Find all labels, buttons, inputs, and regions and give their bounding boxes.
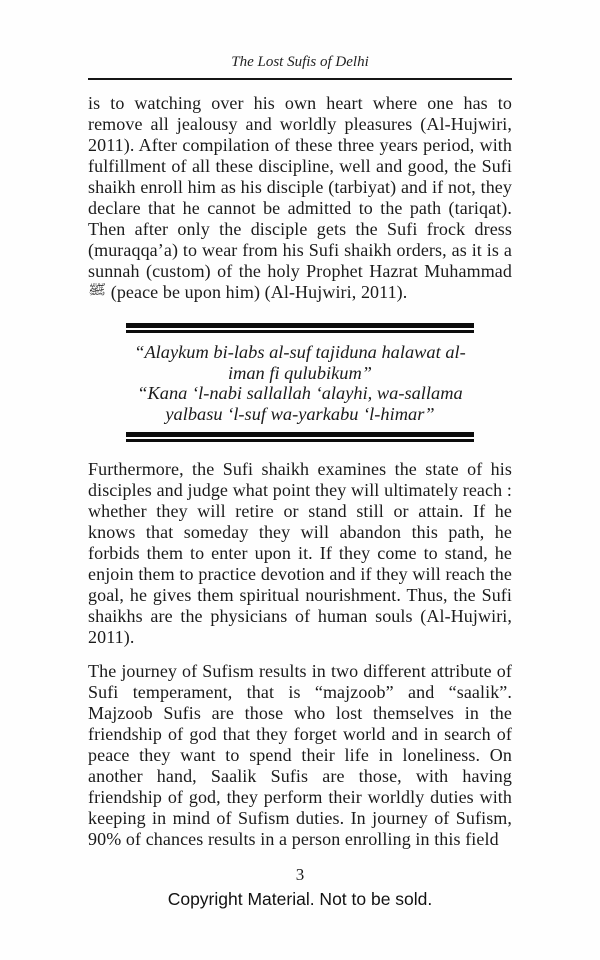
quote-line: “Alaykum bi-labs al-suf tajiduna halawat al- — [134, 342, 466, 362]
paragraph-1-text: is to watching over his own heart where one has to remove all jealousy and worldly pleasures (Al-Hujwiri, 2011). After compilation of these three years period, with fulfillment of all these discipline, well and good, the Sufi shaikh enroll him as his disciple (tarbiyat) and if not, they declare that he cannot be admitted to the path (tariqat). Then after only the disciple gets the Sufi frock dress (muraqqa’a) to wear from his Sufi shaikh orders, as it is a sunnah (custom) of the holy Prophet Hazrat Muhammad — [88, 93, 512, 281]
body-paragraph-1 — [88, 93, 512, 303]
quote-bottom-rule — [126, 432, 474, 442]
page-footer — [88, 865, 512, 910]
pbuh-calligraphy-symbol: ﷺ — [88, 283, 107, 298]
body-paragraph-3: The journey of Sufism results in two different attribute of Sufi temperament, that is “majzoob” and “saalik”. Majzoob Sufis are those who lost themselves in the friendship of god that they forget world and in search of peace they want to spend their life in loneliness. On another hand, Saalik Sufis are those, with having friendship of god, they perform their worldly duties with keeping in mind of Sufism duties. In journey of Sufism, 90% of chances results in a person enrolling in this field — [88, 661, 512, 849]
page-number: 3 — [295, 865, 305, 884]
quote-text — [114, 333, 486, 432]
running-header-title: The Lost Sufis of Delhi — [231, 54, 369, 70]
body-paragraph-2: Furthermore, the Sufi shaikh examines the state of his disciples and judge what point they will ultimately reach : whether they will retire or stand still or attain. If he knows that someday they will abandon this path, he forbids them to enter upon it. If they come to stand, he enjoin them to practice devotion and if they will reach the goal, he gives them spiritual nourishment. Thus, the Sufi shaikhs are the physicians of human souls (Al-Hujwiri, 2011). — [88, 459, 512, 647]
quote-top-rule — [126, 323, 474, 333]
quote-line: iman fi qulubikum” — [227, 362, 373, 383]
copyright-notice: Copyright Material. Not to be sold. — [167, 889, 433, 909]
quote-line: yalbasu ‘l-suf wa-yarkabu ‘l-himar” — [165, 403, 435, 424]
running-header — [88, 52, 512, 80]
quote-block — [88, 323, 512, 442]
quote-line: “Kana ‘l-nabi sallallah ‘alayhi, wa-sallama — [137, 383, 463, 403]
paragraph-1-text-after-symbol: (peace be upon him) (Al-Hujwiri, 2011). — [106, 282, 408, 302]
